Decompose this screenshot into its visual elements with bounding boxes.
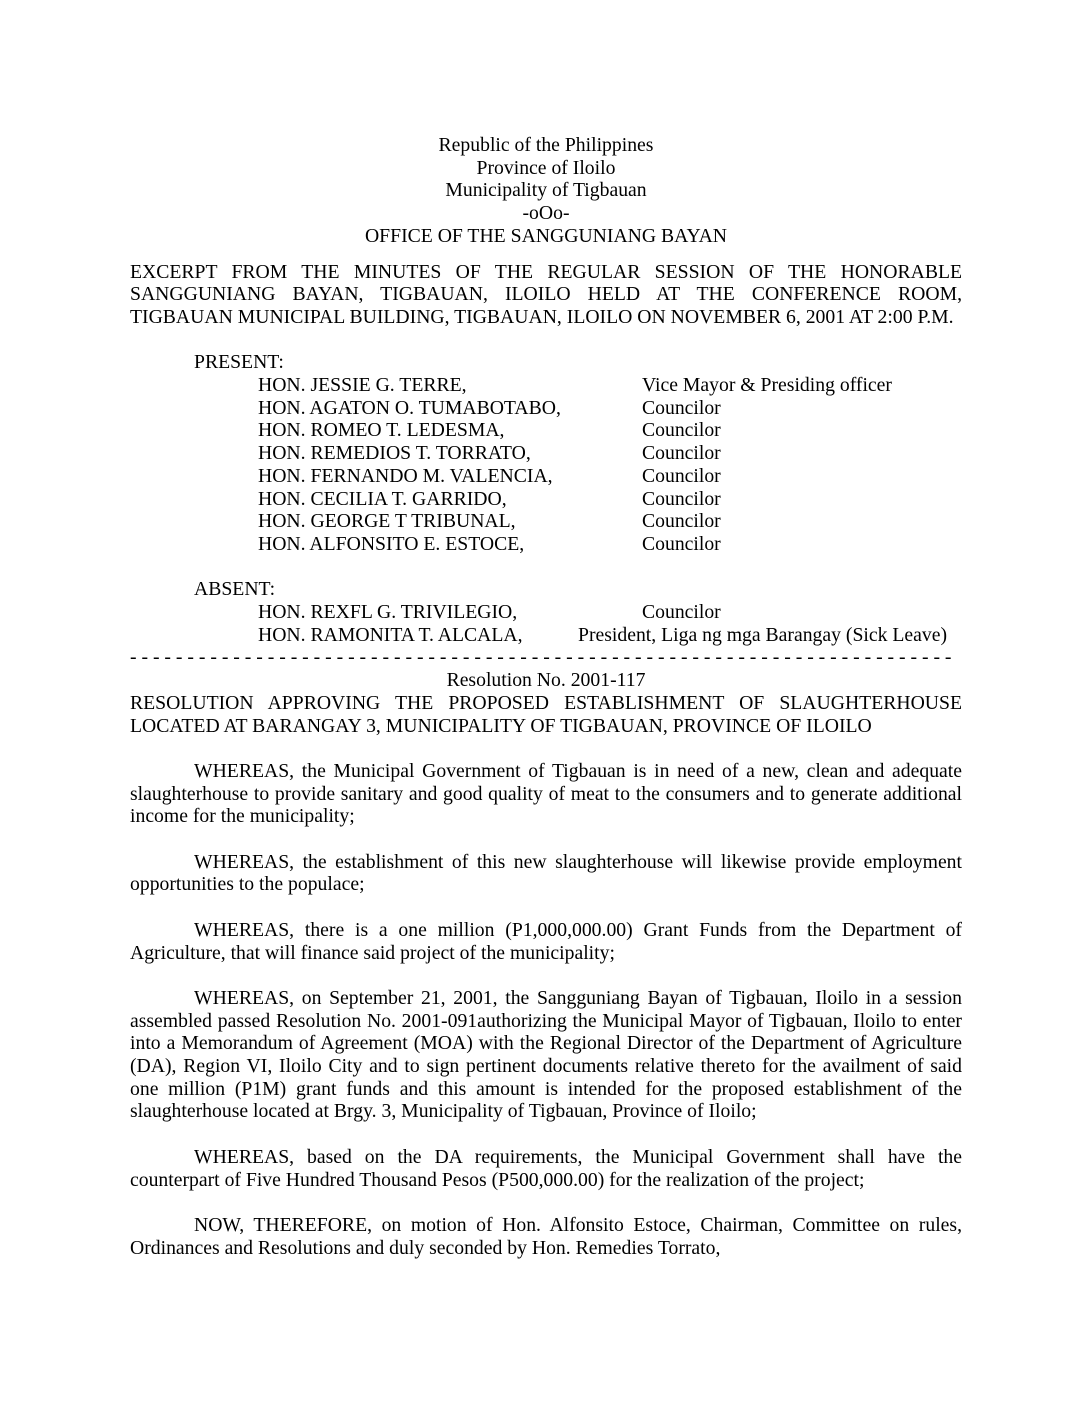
- dashed-divider: - - - - - - - - - - - - - - - - - - - - - - - - - - - - - - - - - - - - - - - - - - - - - - - - - - - - - - - - - - - - - - - - - - - - - - - -: [130, 646, 952, 669]
- present-label: PRESENT:: [194, 351, 284, 374]
- attendee-row: [130, 419, 962, 442]
- attendee-name: HON. REMEDIOS T. TORRATO,: [258, 442, 531, 465]
- attendee-title: Councilor: [642, 442, 721, 465]
- letterhead-province: Province of Iloilo: [476, 156, 616, 179]
- present-section: [130, 351, 962, 555]
- whereas-paragraph-1: WHEREAS, the Municipal Government of Tigbauan is in need of a new, clean and adequate slaughterhouse to provide sanitary and good quality of meat to the consumers and to generate additional income for the municipality;: [130, 759, 962, 828]
- attendee-title: Councilor: [642, 464, 721, 487]
- attendee-title: President, Liga ng mga Barangay (Sick Leave): [578, 623, 948, 646]
- attendee-title: Councilor: [642, 396, 721, 419]
- now-therefore-paragraph: NOW, THEREFORE, on motion of Hon. Alfonsito Estoce, Chairman, Committee on rules, Ordinances and Resolutions and duly seconded by Hon. Remedies Torrato,: [130, 1213, 962, 1259]
- attendee-title: Councilor: [642, 419, 721, 442]
- attendee-name: HON. AGATON O. TUMABOTABO,: [258, 396, 561, 419]
- attendee-row: [130, 374, 962, 397]
- absent-section: [130, 578, 962, 646]
- attendee-title: Councilor: [642, 510, 721, 533]
- whereas-paragraph-3: WHEREAS, there is a one million (P1,000,000.00) Grant Funds from the Department of Agriculture, that will finance said project of the municipality;: [130, 918, 962, 964]
- letterhead: [130, 134, 962, 248]
- letterhead-country: Republic of the Philippines: [438, 134, 654, 156]
- whereas-paragraph-4: WHEREAS, on September 21, 2001, the Sangguniang Bayan of Tigbauan, Iloilo in a session assembled passed Resolution No. 2001-091authorizing the Municipal Mayor of Tigbauan, Iloilo to enter into a Memorandum of Agreement (MOA) with the Regional Director of the Department of Agriculture (DA), Region VI, Iloilo City and to sign pertinent documents relative thereto for the availment of said one million (P1M) grant funds and this amount is intended for the proposed establishment of the slaughterhouse located at Brgy. 3, Municipality of Tigbauan, Province of Iloilo;: [130, 986, 962, 1123]
- whereas-paragraph-2: WHEREAS, the establishment of this new slaughterhouse will likewise provide employment opportunities to the populace;: [130, 850, 962, 896]
- letterhead-separator: -oOo-: [522, 202, 570, 225]
- attendee-row: [130, 488, 962, 511]
- excerpt-heading: EXCERPT FROM THE MINUTES OF THE REGULAR SESSION OF THE HONORABLE SANGGUNIANG BAYAN, TIGBAUAN, ILOILO HELD AT THE CONFERENCE ROOM, TIGBAUAN MUNICIPAL BUILDING, TIGBAUAN, ILOILO ON NOVEMBER 6, 2001 AT 2:00 P.M.: [130, 260, 962, 328]
- attendee-name: HON. CECILIA T. GARRIDO,: [258, 487, 507, 510]
- attendee-name: HON. FERNANDO M. VALENCIA,: [258, 464, 553, 487]
- letterhead-municipality: Municipality of Tigbauan: [445, 179, 647, 202]
- absent-label: ABSENT:: [194, 578, 276, 601]
- attendee-row: [130, 442, 962, 465]
- attendee-title: Councilor: [642, 487, 721, 510]
- attendee-row: [130, 533, 962, 556]
- attendee-name: HON. ALFONSITO E. ESTOCE,: [258, 532, 525, 555]
- attendee-name: HON. RAMONITA T. ALCALA,: [258, 623, 523, 646]
- resolution-number: Resolution No. 2001-117: [446, 669, 646, 692]
- attendee-title: Vice Mayor & Presiding officer: [642, 374, 892, 397]
- attendee-name: HON. REXFL G. TRIVILEGIO,: [258, 601, 518, 624]
- resolution-title: RESOLUTION APPROVING THE PROPOSED ESTABLISHMENT OF SLAUGHTERHOUSE LOCATED AT BARANGAY 3, MUNICIPALITY OF TIGBAUAN, PROVINCE OF ILOILO: [130, 691, 962, 737]
- attendee-row: [130, 601, 962, 624]
- attendee-row: [130, 510, 962, 533]
- attendee-row: [130, 397, 962, 420]
- attendee-name: HON. ROMEO T. LEDESMA,: [258, 419, 505, 442]
- whereas-paragraph-5: WHEREAS, based on the DA requirements, the Municipal Government shall have the counterpart of Five Hundred Thousand Pesos (P500,000.00) for the realization of the project;: [130, 1145, 962, 1191]
- attendee-title: Councilor: [642, 601, 721, 624]
- attendee-name: HON. GEORGE T TRIBUNAL,: [258, 510, 516, 533]
- attendee-row: [130, 465, 962, 488]
- attendee-title: Councilor: [642, 532, 721, 555]
- letterhead-office: OFFICE OF THE SANGGUNIANG BAYAN: [364, 224, 728, 247]
- attendee-row: [130, 624, 962, 647]
- attendee-name: HON. JESSIE G. TERRE,: [258, 374, 467, 397]
